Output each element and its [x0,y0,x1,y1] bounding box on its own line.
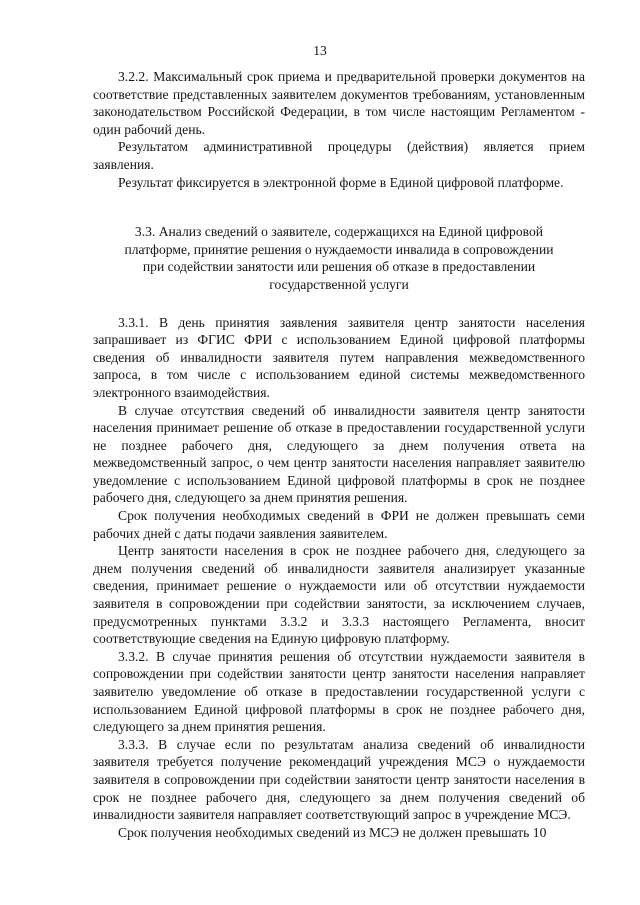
section-heading-3-3: 3.3. Анализ сведений о заявителе, содержащихся на Единой цифровой платформе, принятие решения о нуждаемости инвалида в сопровождении при содействии занятости или решения об отказе в предоставлении государственной услуги [124,224,554,292]
page-number: 13 [313,43,327,58]
paragraph-3-2-2: 3.2.2. Максимальный срок приема и предварительной проверки документов на соответствие представленных заявителем документов требованиям, установленным законодательством Российской Федерации, в том числе настоящим Регламентом - один рабочий день. [93,69,585,137]
paragraph-result: Результатом административной процедуры (действия) является прием заявления. [93,139,585,172]
paragraph-3-3-1: 3.3.1. В день принятия заявления заявителя центр занятости населения запрашивает из ФГИС ФРИ с использованием Единой цифровой платформы сведения об инвалидности заявителя путем направления межведомственного запроса, в том числе с использованием единой системы межведомственного электронного взаимодействия. [93,314,585,400]
paragraph-center-analysis: Центр занятости населения в срок не позднее рабочего дня, следующего за днем получения сведений об инвалидности заявителя анализирует указанные сведения, принимает решение о нуждаемости или об отсутствии нуждаемости заявителя в сопровождении при содействии занятости, за исключением случаев, предусмотренных пунктами 3.3.2 и 3.3.3 настоящего Регламента, вносит соответствующие сведения на Единую цифровую платформу. [93,543,585,647]
paragraph-fri-deadline: Срок получения необходимых сведений в ФРИ не должен превышать семи рабочих дней с даты подачи заявления заявителем. [93,508,585,541]
paragraph-result-fixed: Результат фиксируется в электронной форме в Единой цифровой платформе. [118,174,564,190]
paragraph-3-3-3: 3.3.3. В случае если по результатам анализа сведений об инвалидности заявителя требуется получение рекомендаций учреждения МСЭ о нуждаемости заявителя в сопровождении при содействии занятости центр занятости населения в срок не позднее рабочего дня, следующего за днем получения сведений об инвалидности заявителя направляет соответствующий запрос в учреждение МСЭ. [93,736,585,823]
paragraph-mse-deadline: Срок получения необходимых сведений из МСЭ не должен превышать 10 [118,824,547,840]
paragraph-3-3-2: 3.3.2. В случае принятия решения об отсутствии нуждаемости заявителя в сопровождении при содействии занятости центр занятости населения направляет заявителю уведомление об отказе в предоставлении государственной услуги с использованием Единой цифровой платформы в срок не позднее рабочего дня, следующего за днем принятия решения. [93,648,585,735]
document-body [93,68,585,841]
paragraph-no-disability-info: В случае отсутствия сведений об инвалидности заявителя центр занятости населения принимает решение об отказе в предоставлении государственной услуги не позднее рабочего дня, следующего за днем получения ответа на межведомственный запрос, о чем центр занятости населения направляет заявителю уведомление с использованием Единой цифровой платформы в срок не позднее рабочего дня, следующего за днем принятия решения. [93,402,585,506]
